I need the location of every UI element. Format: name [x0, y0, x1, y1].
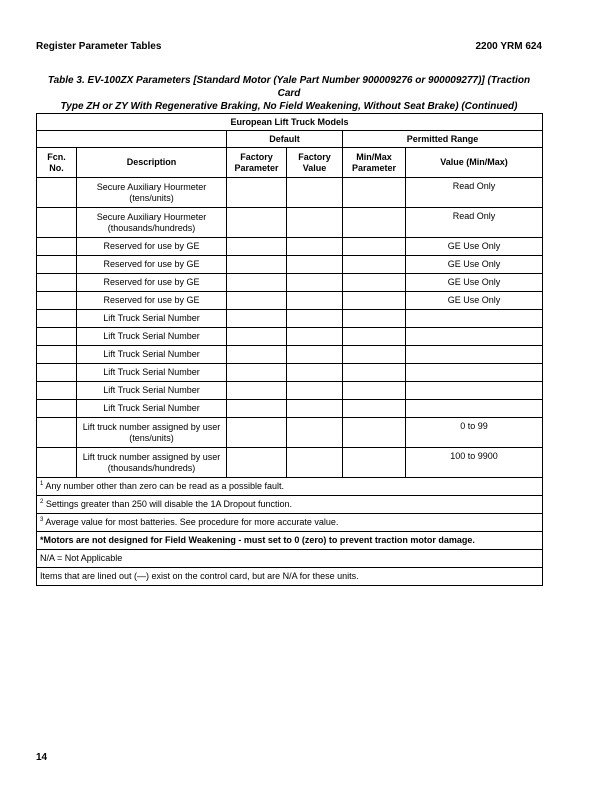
factory-parameter-cell [227, 274, 287, 292]
fcn-cell [37, 400, 77, 418]
description-cell: Lift Truck Serial Number [77, 346, 227, 364]
note-text: Settings greater than 250 will disable the 1A Dropout function. [45, 499, 293, 509]
factory-parameter-cell [227, 310, 287, 328]
description-cell: Reserved for use by GE [77, 292, 227, 310]
value-cell [406, 310, 543, 328]
blank-header-cell [37, 131, 227, 148]
table-note-row [37, 568, 543, 586]
note-text: Items that are lined out (—) exist on the control card, but are N/A for these units. [40, 571, 359, 581]
factory-parameter-cell [227, 256, 287, 274]
factory-parameter-cell [227, 292, 287, 310]
table-note-row [37, 532, 543, 550]
factory-value-cell [287, 310, 343, 328]
minmax-cell [343, 328, 406, 346]
fcn-cell [37, 310, 77, 328]
value-cell [406, 364, 543, 382]
table-row [37, 274, 543, 292]
factory-parameter-cell [227, 178, 287, 208]
note-text: N/A = Not Applicable [40, 553, 123, 563]
table-row [37, 292, 543, 310]
value-cell: GE Use Only [406, 274, 543, 292]
fcn-cell [37, 328, 77, 346]
description-cell: Secure Auxiliary Hourmeter (tens/units) [77, 178, 227, 208]
factory-parameter-cell [227, 238, 287, 256]
fcn-cell [37, 382, 77, 400]
table-row [37, 208, 543, 238]
description-cell: Reserved for use by GE [77, 238, 227, 256]
permitted-range-header: Permitted Range [343, 131, 543, 148]
minmax-cell [343, 448, 406, 478]
value-cell [406, 400, 543, 418]
table-caption-line-1: Table 3. EV-100ZX Parameters [Standard Motor (Yale Part Number 900009276 or 900009277)] (Traction Card [47, 75, 531, 99]
group-title: European Lift Truck Models [37, 114, 543, 131]
table-note [37, 532, 543, 550]
default-header: Default [227, 131, 343, 148]
col-header-value: Value (Min/Max) [406, 148, 543, 178]
factory-parameter-cell [227, 328, 287, 346]
table-row [37, 364, 543, 382]
description-cell: Lift Truck Serial Number [77, 364, 227, 382]
table-row [37, 346, 543, 364]
page-number: 14 [36, 752, 48, 763]
table-row [37, 382, 543, 400]
fcn-cell [37, 274, 77, 292]
value-cell [406, 346, 543, 364]
table-caption-line-2: Type ZH or ZY With Regenerative Braking, No Field Weakening, Without Seat Brake) (Continued) [60, 101, 518, 112]
factory-value-cell [287, 328, 343, 346]
col-header-description: Description [77, 148, 227, 178]
minmax-cell [343, 274, 406, 292]
factory-value-cell [287, 256, 343, 274]
value-cell: GE Use Only [406, 238, 543, 256]
factory-value-cell [287, 238, 343, 256]
factory-parameter-cell [227, 400, 287, 418]
description-cell: Lift Truck Serial Number [77, 400, 227, 418]
value-cell: GE Use Only [406, 256, 543, 274]
fcn-cell [37, 346, 77, 364]
factory-parameter-cell [227, 418, 287, 448]
factory-parameter-cell [227, 364, 287, 382]
minmax-cell [343, 238, 406, 256]
factory-parameter-cell [227, 346, 287, 364]
table-note [37, 514, 543, 532]
minmax-cell [343, 400, 406, 418]
factory-value-cell [287, 346, 343, 364]
table-note [37, 568, 543, 586]
note-text: Any number other than zero can be read as a possible fault. [45, 481, 285, 491]
note-text: Average value for most batteries. See procedure for more accurate value. [45, 517, 339, 527]
description-cell: Lift Truck Serial Number [77, 328, 227, 346]
description-cell: Lift truck number assigned by user (tens/units) [77, 418, 227, 448]
factory-value-cell [287, 382, 343, 400]
minmax-cell [343, 178, 406, 208]
note-superscript: 2 [40, 499, 44, 505]
table-row [37, 328, 543, 346]
table-row [37, 310, 543, 328]
minmax-cell [343, 346, 406, 364]
factory-parameter-cell [227, 208, 287, 238]
fcn-cell [37, 418, 77, 448]
factory-value-cell [287, 178, 343, 208]
col-header-factory-value: Factory Value [287, 148, 343, 178]
value-cell: Read Only [406, 178, 543, 208]
table-row [37, 238, 543, 256]
fcn-cell [37, 208, 77, 238]
table-row [37, 256, 543, 274]
description-cell: Lift Truck Serial Number [77, 382, 227, 400]
col-header-minmax: Min/Max Parameter [343, 148, 406, 178]
table-note-row [37, 550, 543, 568]
table-row [37, 448, 543, 478]
minmax-cell [343, 292, 406, 310]
value-cell: 100 to 9900 [406, 448, 543, 478]
fcn-cell [37, 178, 77, 208]
register-parameter-table [36, 113, 543, 586]
value-cell: GE Use Only [406, 292, 543, 310]
note-superscript: 3 [40, 517, 44, 523]
table-note-row [37, 514, 543, 532]
minmax-cell [343, 256, 406, 274]
value-cell: 0 to 99 [406, 418, 543, 448]
fcn-cell [37, 292, 77, 310]
factory-value-cell [287, 208, 343, 238]
table-note [37, 496, 543, 514]
factory-parameter-cell [227, 448, 287, 478]
value-cell [406, 328, 543, 346]
table-row [37, 400, 543, 418]
table-note-row [37, 478, 543, 496]
factory-value-cell [287, 448, 343, 478]
factory-value-cell [287, 418, 343, 448]
note-superscript: 1 [40, 481, 44, 487]
table-caption [36, 74, 542, 113]
fcn-cell [37, 364, 77, 382]
minmax-cell [343, 364, 406, 382]
minmax-cell [343, 208, 406, 238]
note-text: *Motors are not designed for Field Weakening - must set to 0 (zero) to prevent traction motor damage. [40, 535, 475, 545]
fcn-cell [37, 256, 77, 274]
description-cell: Secure Auxiliary Hourmeter (thousands/hundreds) [77, 208, 227, 238]
factory-parameter-cell [227, 382, 287, 400]
factory-value-cell [287, 274, 343, 292]
description-cell: Reserved for use by GE [77, 274, 227, 292]
factory-value-cell [287, 400, 343, 418]
fcn-cell [37, 238, 77, 256]
running-header-title: Register Parameter Tables [36, 41, 162, 52]
fcn-cell [37, 448, 77, 478]
col-header-factory-parameter: Factory Parameter [227, 148, 287, 178]
table-row [37, 178, 543, 208]
running-header-doc-number: 2200 YRM 624 [475, 41, 542, 52]
table-note-row [37, 496, 543, 514]
factory-value-cell [287, 292, 343, 310]
description-cell: Lift Truck Serial Number [77, 310, 227, 328]
minmax-cell [343, 382, 406, 400]
col-header-fcn: Fcn. No. [37, 148, 77, 178]
description-cell: Lift truck number assigned by user (thousands/hundreds) [77, 448, 227, 478]
value-cell: Read Only [406, 208, 543, 238]
minmax-cell [343, 418, 406, 448]
table-row [37, 418, 543, 448]
table-note [37, 550, 543, 568]
minmax-cell [343, 310, 406, 328]
factory-value-cell [287, 364, 343, 382]
value-cell [406, 382, 543, 400]
description-cell: Reserved for use by GE [77, 256, 227, 274]
table-note [37, 478, 543, 496]
